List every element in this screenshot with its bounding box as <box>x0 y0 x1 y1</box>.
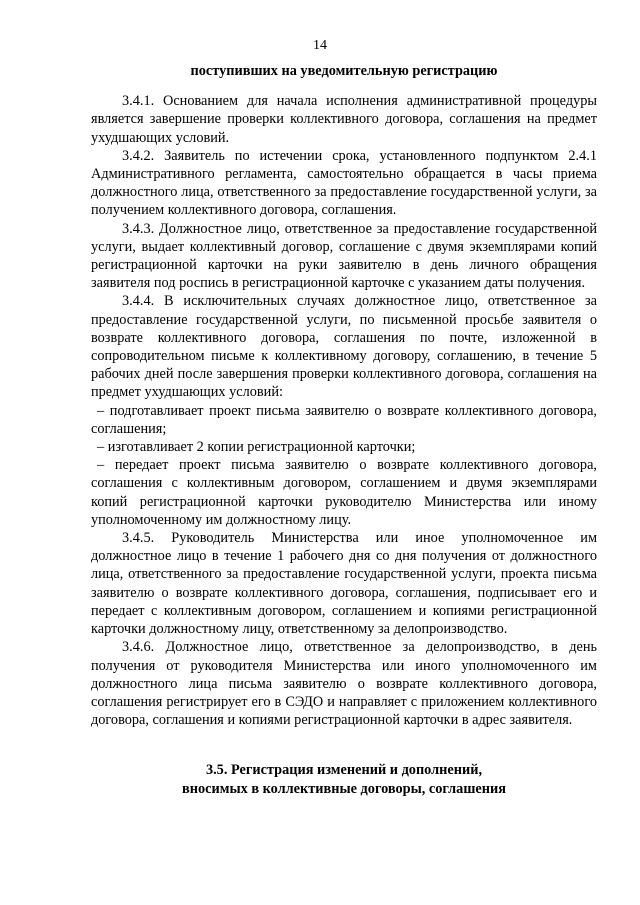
list-item-prepare-letter: – подготавливает проект письма заявителю о возврате коллективного договора, соглашения; <box>91 402 597 437</box>
paragraph-3-4-3: 3.4.3. Должностное лицо, ответственное за предоставление государственной услуги, выдает коллективный договор, соглашение с двумя экземплярами копий регистрационной карточки на руки заявителю в день личного обращения заявителя под роспись в регистрационной карточке с указанием даты получения. <box>91 220 597 292</box>
paragraph-3-4-1: 3.4.1. Основанием для начала исполнения административной процедуры является завершение проверки коллективного договора, соглашения на предмет ухудшающих условий. <box>91 93 597 146</box>
page-number: 14 <box>313 38 327 53</box>
list-item-transfer-letter: – передает проект письма заявителю о возврате коллективного договора, соглашения с коллективным договором, соглашением и двумя экземплярами копий регистрационной карточки руководителю Министерства или иному уполномоченному им должностному лицу. <box>91 457 597 528</box>
paragraph-3-4-5: 3.4.5. Руководитель Министерства или иное уполномоченное им должностное лицо в течение 1 рабочего дня со дня получения от должностного лица, ответственного за предоставление государственной услуги, проекта письма заявителю о возврате коллективного договора, соглашения, подписывает его и передает с коллективным договором, соглашением и копиями регистрационной карточки должностному лицу, ответственному за делопроизводство. <box>91 530 597 638</box>
paragraph-3-4-4: 3.4.4. В исключительных случаях должностное лицо, ответственное за предоставление государственной услуги, по письменной просьбе заявителя о возврате коллективного договора, соглашения по почте, изложенной в сопроводительном письме к коллективному договору, соглашению, в течение 5 рабочих дней после завершения проверки коллективного договора, соглашения на предмет ухудшающих условий: <box>91 293 597 401</box>
paragraph-3-4-6: 3.4.6. Должностное лицо, ответственное за делопроизводство, в день получения от руководителя Министерства или иного уполномоченного им должностного лица письма заявителю о возврате коллективного договора, соглашения регистрирует его в СЭДО и направляет с приложением коллективного договора, соглашения и копиями регистрационной карточки в адрес заявителя. <box>91 639 597 729</box>
paragraph-3-4-2: 3.4.2. Заявитель по истечении срока, установленного подпунктом 2.4.1 Административного регламента, самостоятельно обращается в часы приема должностного лица, ответственного за предоставление государственной услуги, за получением коллективного договора, соглашения. <box>91 147 597 219</box>
section-title-line-2: вносимых в коллективные договоры, соглашения <box>182 781 506 798</box>
top-heading: поступивших на уведомительную регистрацию <box>190 63 498 79</box>
list-item-make-copies: – изготавливает 2 копии регистрационной карточки; <box>97 439 416 456</box>
section-title-line-1: 3.5. Регистрация изменений и дополнений, <box>205 762 483 779</box>
section-title <box>91 761 597 799</box>
document-body <box>91 62 597 799</box>
